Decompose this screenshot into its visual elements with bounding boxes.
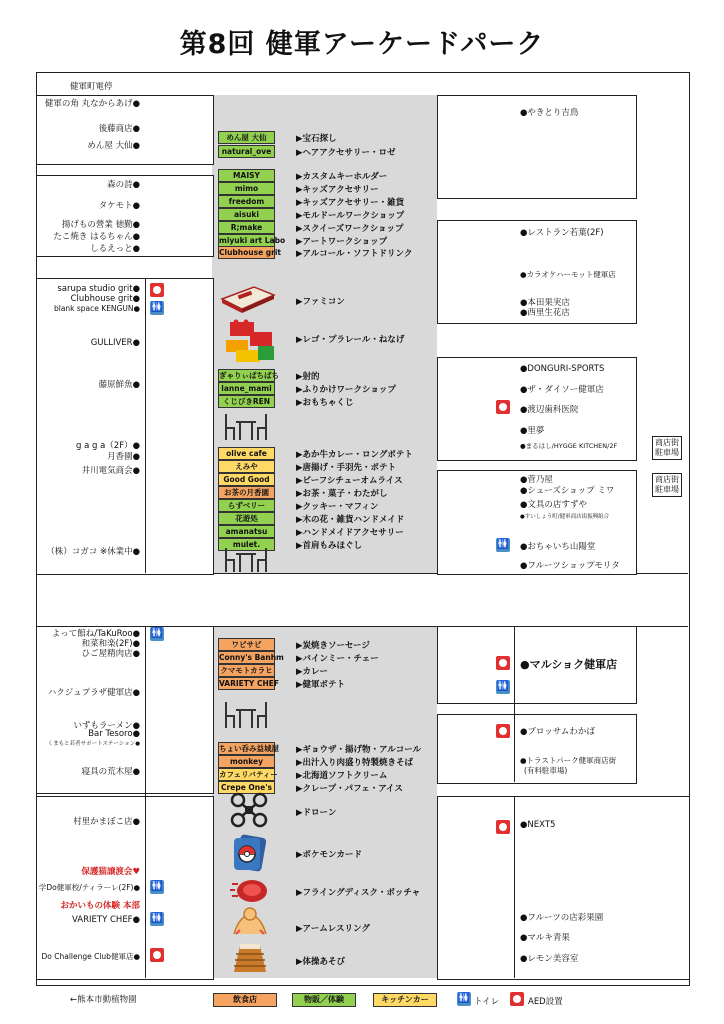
shop-label: ●里夢 (520, 426, 545, 436)
parking-sign-1 (652, 436, 682, 460)
booth-description: ▶ギョウザ・揚げ物・アルコール (296, 745, 422, 755)
shop-label: 後藤商店● (98, 124, 140, 134)
booth-tag: Clubhouse grit (219, 248, 281, 257)
shop-label: ●菅乃屋 (520, 475, 553, 485)
shop-label: Bar Tesoro● (88, 729, 140, 739)
aed-icon (496, 656, 510, 670)
booth-description: ▶バインミー・チェー (296, 654, 379, 664)
booth-description: ▶唐揚げ・手羽先・ポテト (296, 463, 397, 473)
booth-tag: Conny's Banhm (219, 653, 284, 662)
booth-description: ▶スクイーズワークショップ (296, 224, 404, 234)
booth-description: ▶ふりかけワークショップ (296, 385, 396, 395)
legend-toilet-label: トイレ (474, 997, 500, 1007)
shop-label: タケモト● (98, 201, 140, 211)
shop-label: おかいもの体験 本部 (60, 901, 140, 911)
booth-tag: aisuki (218, 208, 275, 221)
shop-label: たこ焼き はるちゃん● (53, 232, 140, 242)
shop-label: 健軍の角 丸なからあげ● (44, 99, 140, 109)
shop-label: 和菜和楽(2F)● (81, 639, 140, 649)
shop-label: ●まるはし/HYGGE KITCHEN/2F (520, 442, 618, 450)
toilet-icon: 🚻 (496, 681, 510, 692)
arm-wrestling-icon (230, 906, 270, 938)
shop-label: いずもラーメン● (73, 721, 140, 731)
booth-description: ▶クッキー・マフィン (296, 502, 379, 512)
booth-description: ▶首肩もみほぐし (296, 541, 363, 551)
booth-description: ▶ビーフシチューオムライス (296, 476, 403, 486)
toilet-icon: 🚻 (150, 302, 164, 313)
booth-tag: えみや (218, 460, 275, 473)
booth-tag: olive cafe (218, 447, 275, 460)
left-block-3 (36, 278, 214, 575)
parking-text: 駐車場 (655, 448, 679, 457)
shop-label: ●ザ・ダイソー健軍店 (520, 385, 604, 395)
booth-description: ▶射的 (296, 372, 320, 382)
legend-aed-label: AED設置 (528, 997, 563, 1007)
legend-goods: 物販／体験 (292, 993, 356, 1007)
shop-label: g a g a（2F）● (75, 441, 140, 451)
activity-label: ▶ファミコン (296, 297, 345, 307)
shop-label: ●トラストパーク健軍商店街 (520, 756, 617, 765)
booth-tag: natural_ove (218, 145, 275, 158)
activity-label: ▶ポケモンカード (296, 850, 363, 860)
shop-label: 藤原鮮魚● (98, 380, 140, 390)
parking-sign-2 (652, 473, 682, 497)
booth-description: ▶出汁入り肉盛り特製焼きそば (296, 758, 414, 768)
shop-label: ●西里生花店 (520, 308, 570, 318)
booth-tag: R;make (218, 221, 275, 234)
shop-label: GULLIVER● (90, 338, 140, 348)
table-chairs-icon (222, 410, 270, 442)
shop-label: (有料駐車場) (524, 766, 568, 775)
booth-description: ▶おもちゃくじ (296, 398, 354, 408)
legend-food: 飲食店 (213, 993, 277, 1007)
booth-description: ▶炭焼きソーセージ (296, 641, 370, 651)
shop-label: ひご屋精肉店● (81, 649, 140, 659)
toilet-icon: 🚻 (150, 913, 164, 924)
booth-tag: lanne_mami (218, 382, 275, 395)
shop-label: VARIETY CHEF● (72, 915, 140, 925)
shop-label: ●マルキ青果 (520, 933, 570, 943)
booth-tag: miyuki art Labo (219, 236, 286, 245)
booth-tag: Good Good (218, 473, 275, 486)
activity-label: ▶アームレスリング (296, 924, 370, 934)
toilet-icon: 🚻 (150, 881, 164, 892)
activity-label: ▶フライングディスク・ボッチャ (296, 888, 421, 898)
shop-label: Clubhouse grit● (70, 294, 140, 304)
shop-label: ●カラオケハーモット健軍店 (520, 270, 616, 279)
legend-aed-icon (510, 992, 524, 1006)
shop-label: ●おちゃいち山陽堂 (520, 542, 596, 552)
aed-icon (150, 283, 164, 297)
shop-label: 揚げもの營業 徳勤● (61, 220, 140, 230)
booth-description: ▶キッズアクセサリー (296, 185, 379, 195)
drone-icon (230, 792, 268, 828)
shop-label: ●やきとり吉鳥 (520, 108, 579, 118)
booth-description: ▶ヘアアクセサリー・ロゼ (296, 148, 396, 158)
shop-label: ●マルショク健軍店 (520, 658, 618, 671)
table-chairs-icon (222, 544, 270, 574)
booth-description: ▶カスタムキーホルダー (296, 172, 388, 182)
toilet-icon: 🚻 (150, 628, 164, 639)
shop-label: ●本田果実店 (520, 298, 570, 308)
shop-label: 寝具の荒木屋● (81, 767, 140, 777)
zoo-direction-label: ←熊本市動植物園 (70, 995, 137, 1005)
booth-tag: クマモトカラヒ (218, 664, 275, 677)
shop-label: Do Challenge Club健軍店● (41, 952, 140, 961)
booth-tag: freedom (218, 195, 275, 208)
aed-icon (496, 400, 510, 414)
shop-label: 学Do健軍校/ティラーレ(2F)● (38, 883, 140, 892)
activity-label: ▶レゴ・プラレール・ねなげ (296, 335, 405, 345)
table-chairs-icon (222, 698, 270, 730)
booth-tag: VARIETY CHEF (219, 679, 279, 688)
booth-tag: カフェリバティー (219, 770, 278, 779)
shop-label: ●フルーツの店彩果園 (520, 913, 604, 923)
booth-tag: めん屋 大仙 (218, 131, 275, 144)
booth-description: ▶アートワークショップ (296, 237, 388, 247)
booth-tag: ワビサビ (218, 638, 275, 651)
shop-label: 森の詩● (107, 180, 140, 190)
shop-label: しるえっと● (90, 244, 140, 254)
toilet-icon: 🚻 (496, 539, 510, 550)
booth-tag: mimo (218, 182, 275, 195)
shop-label: ●シューズショップ ミワ (520, 486, 615, 496)
parking-text: 駐車場 (655, 485, 679, 494)
booth-tag: ちょい呑み益城屋 (219, 744, 279, 753)
tram-stop-label: 健軍町電停 (70, 82, 113, 92)
parking-text: 商店街 (655, 438, 679, 447)
legend-kitchen-car: キッチンカー (373, 993, 437, 1007)
activity-label: ▶ドローン (296, 808, 337, 818)
shop-label: ●NEXT5 (520, 820, 556, 830)
booth-tag: らずベリー (218, 499, 275, 512)
lego-blocks-icon (222, 318, 278, 364)
booth-description: ▶お茶・菓子・わたがし (296, 489, 388, 499)
shop-label: （株）コガコ ※休業中● (46, 547, 140, 557)
booth-description: ▶クレープ・パフェ・アイス (296, 784, 403, 794)
booth-tag: ぎゃりぃぱちぱち (219, 371, 279, 380)
parking-text: 商店街 (655, 475, 679, 484)
booth-description: ▶北海道ソフトクリーム (296, 771, 388, 781)
aed-icon (150, 948, 164, 962)
booth-tag: Crepe One's (218, 781, 275, 794)
right-divider (514, 796, 515, 978)
booth-description: ▶あか牛カレー・ロングポテト (296, 450, 413, 460)
famicom-icon (218, 281, 278, 315)
shop-label: めん屋 大仙● (87, 141, 140, 151)
booth-description: ▶木の花・雑貨ハンドメイド (296, 515, 405, 525)
booth-description: ▶モルドールワークショップ (296, 211, 405, 221)
legend-toilet-icon: 🚻 (457, 993, 471, 1004)
shop-label: 保護猫譲渡会♥ (81, 867, 140, 877)
shop-label: ●すいしょう町/健軍商店街振興組合 (520, 514, 610, 520)
shop-label: ●レモン美容室 (520, 954, 579, 964)
shop-label: ハクジュプラザ健軍店● (47, 688, 140, 698)
booth-tag: お茶の月香園 (218, 486, 275, 499)
booth-tag: mulet. (218, 538, 275, 551)
booth-tag: くじびきREN (218, 395, 275, 408)
shop-label: 村里かまぼこ店● (73, 817, 140, 827)
left-divider (145, 278, 146, 573)
booth-description: ▶カレー (296, 667, 329, 677)
aed-icon (496, 820, 510, 834)
vaulting-box-icon (230, 942, 270, 974)
shop-label: ●ブロッサムわかば (520, 727, 595, 737)
shop-label: ●文具の店すずや (520, 500, 588, 510)
booth-description: ▶アルコール・ソフトドリンク (296, 249, 413, 259)
booth-tag: monkey (218, 755, 275, 768)
shop-label: ●渡辺歯科医院 (520, 405, 579, 415)
left-divider (145, 626, 146, 978)
booth-tag: amanatsu (218, 525, 275, 538)
shop-label: ●フルーツショップモリタ (520, 561, 620, 571)
page-title: 第8回 健軍アーケードパーク (179, 29, 545, 60)
booth-description: ▶ハンドメイドアクセサリー (296, 528, 404, 538)
booth-description: ▶健軍ポテト (296, 680, 346, 690)
shop-label: よって館ね/TaKuRoo● (51, 629, 140, 639)
booth-tag: 花遊処 (218, 512, 275, 525)
shop-label: ●レストラン若葉(2F) (520, 228, 604, 238)
flying-disc-icon (230, 876, 270, 906)
shop-label: blank space KENGUN● (53, 304, 140, 313)
shop-label: sarupa studio grit● (57, 284, 140, 294)
booth-tag: MAISY (218, 169, 275, 182)
aed-icon (496, 724, 510, 738)
shop-label: ●DONGURI-SPORTS (520, 364, 605, 374)
activity-label: ▶体操あそび (296, 957, 346, 967)
shop-label: 井川電気商会● (81, 466, 140, 476)
right-divider (514, 626, 515, 782)
booth-description: ▶宝石探し (296, 134, 337, 144)
shop-label: くまもと若者サポートステーション● (47, 741, 140, 747)
shop-label: 月香園● (107, 452, 140, 462)
pokemon-card-icon (232, 834, 268, 872)
booth-description: ▶キッズアクセサリー・雑貨 (296, 198, 405, 208)
